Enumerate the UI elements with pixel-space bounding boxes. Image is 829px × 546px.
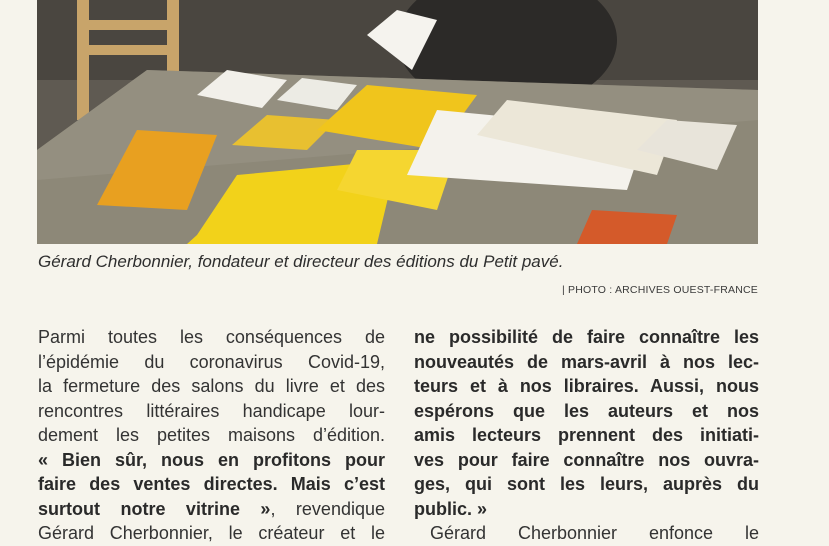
article-quote-line: faire des ventes directes. Mais c’est: [38, 474, 385, 494]
article-line: dement les petites maisons d’édition.: [38, 425, 385, 445]
article-photo: [37, 0, 758, 244]
article-quote-line: espérons que les auteurs et nos: [414, 400, 759, 421]
article-quote-line: public. »: [414, 498, 488, 519]
article-column-left: [38, 325, 385, 546]
article-quote-fragment: surtout notre vitrine »: [38, 498, 271, 519]
article-quote-line: ges, qui sont les leurs, auprès du: [414, 474, 759, 494]
article-line: Parmi toutes les conséquences de: [38, 327, 385, 347]
article-text-fragment: , revendique: [270, 498, 385, 519]
photo-credit: | PHOTO : ARCHIVES OUEST-FRANCE: [561, 284, 758, 296]
article-quote-line: « Bien sûr, nous en profitons pour: [38, 449, 385, 470]
photo-illustration: [37, 0, 758, 244]
article-line: rencontres littéraires handicape lour-: [38, 400, 385, 421]
article-line: la fermeture des salons du livre et des: [38, 376, 385, 396]
article-quote-line: ves pour faire connaître nos ouvra-: [414, 449, 759, 470]
article-column-right: [414, 325, 759, 546]
photo-caption: Gérard Cherbonnier, fondateur et directeur des éditions du Petit pavé.: [38, 252, 564, 271]
article-quote-line: ne possibilité de faire connaître les: [414, 327, 759, 347]
article-quote-line: teurs et à nos libraires. Aussi, nous: [414, 376, 759, 396]
article-line: Gérard Cherbonnier, le créateur et le: [38, 523, 385, 543]
article-mixed-line: [38, 497, 385, 522]
article-line: Gérard Cherbonnier enfonce le: [430, 523, 759, 543]
article-quote-line: amis lecteurs prennent des initiati-: [414, 425, 759, 445]
article-line: l’épidémie du coronavirus Covid-19,: [38, 351, 385, 372]
article-quote-line: nouveautés de mars-avril à nos lec-: [414, 351, 759, 372]
